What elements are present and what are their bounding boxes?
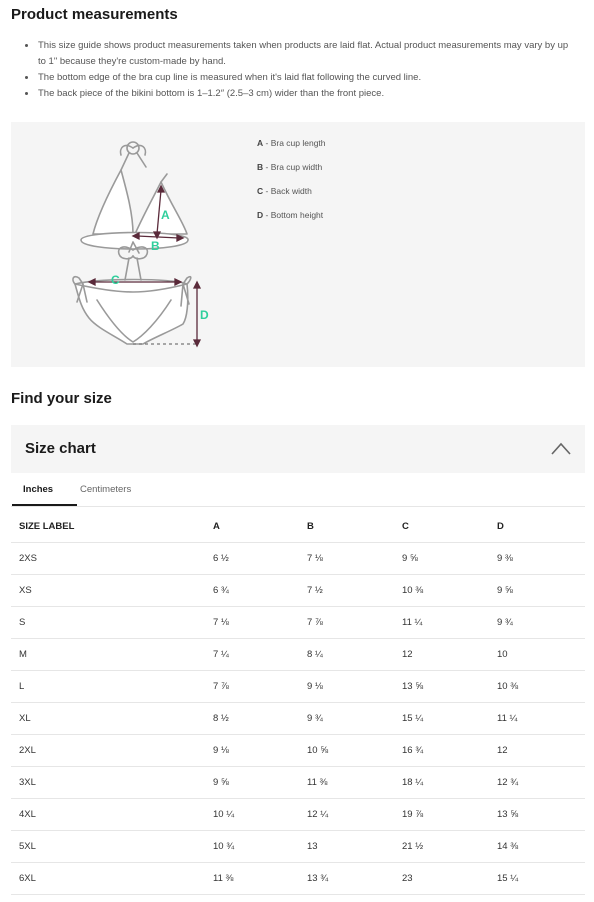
column-header: D <box>489 510 585 543</box>
measurement-cell: 14 ⅜ <box>489 831 585 863</box>
table-row <box>11 799 585 831</box>
measurement-legend <box>257 138 326 234</box>
measurement-cell: 9 ⅝ <box>205 767 299 799</box>
label-c: C <box>111 273 120 287</box>
column-header: A <box>205 510 299 543</box>
measurement-cell: 10 ¼ <box>205 799 299 831</box>
size-label-cell: L <box>11 671 205 703</box>
active-tab-indicator <box>12 504 77 506</box>
measurement-cell: 15 ¼ <box>394 703 489 735</box>
table-row <box>11 575 585 607</box>
size-label-cell: 6XL <box>11 863 205 895</box>
product-measurements-title: Product measurements <box>11 6 178 23</box>
measurement-cell: 10 ⅝ <box>299 735 394 767</box>
measurement-cell: 19 ⅞ <box>394 799 489 831</box>
measurement-cell: 13 ⅝ <box>394 671 489 703</box>
table-row <box>11 639 585 671</box>
measurement-cell: 9 ⅜ <box>489 543 585 575</box>
table-row <box>11 703 585 735</box>
legend-item: C - Back width <box>257 186 312 196</box>
measurement-cell: 8 ½ <box>205 703 299 735</box>
size-label-cell: S <box>11 607 205 639</box>
measurement-cell: 11 ⅜ <box>299 767 394 799</box>
measurement-cell: 10 ⅜ <box>489 671 585 703</box>
measurement-cell: 13 <box>299 831 394 863</box>
measurement-cell: 13 ⅝ <box>489 799 585 831</box>
unit-tabs <box>11 478 585 507</box>
table-row <box>11 863 585 895</box>
tab-centimeters[interactable]: Centimeters <box>80 484 132 495</box>
size-label-cell: XS <box>11 575 205 607</box>
measurement-cell: 13 ¾ <box>299 863 394 895</box>
table-row <box>11 543 585 575</box>
measurement-cell: 9 ⅛ <box>299 671 394 703</box>
find-your-size-title: Find your size <box>11 390 112 407</box>
column-header: B <box>299 510 394 543</box>
measurement-cell: 7 ½ <box>299 575 394 607</box>
legend-item: B - Bra cup width <box>257 162 323 172</box>
tab-inches[interactable]: Inches <box>23 484 54 495</box>
size-chart-title: Size chart <box>25 440 96 457</box>
measurement-cell: 9 ¾ <box>489 607 585 639</box>
note-item: This size guide shows product measurements taken when products are laid flat. Actual product measurements may vary by up to 1" because they're custom-made by hand. <box>38 38 578 70</box>
column-header: SIZE LABEL <box>11 510 205 543</box>
measurement-cell: 23 <box>394 863 489 895</box>
measurement-cell: 6 ½ <box>205 543 299 575</box>
measurement-cell: 12 <box>394 639 489 671</box>
table-row <box>11 767 585 799</box>
measurement-cell: 11 ⅜ <box>205 863 299 895</box>
measurement-cell: 18 ¼ <box>394 767 489 799</box>
column-header: C <box>394 510 489 543</box>
size-label-cell: XL <box>11 703 205 735</box>
measurement-cell: 11 ¼ <box>394 607 489 639</box>
legend-item: A - Bra cup length <box>257 138 326 148</box>
size-label-cell: 2XS <box>11 543 205 575</box>
table-header-row <box>11 510 585 543</box>
measurement-cell: 11 ¼ <box>489 703 585 735</box>
measurement-cell: 10 <box>489 639 585 671</box>
measurement-cell: 12 ¾ <box>489 767 585 799</box>
measurement-cell: 9 ⅝ <box>394 543 489 575</box>
measurement-cell: 12 ¼ <box>299 799 394 831</box>
note-item: The bottom edge of the bra cup line is measured when it's laid flat following the curved line. <box>38 70 578 86</box>
measurement-cell: 9 ¾ <box>299 703 394 735</box>
measurement-cell: 9 ⅝ <box>489 575 585 607</box>
label-a: A <box>161 208 170 222</box>
measurement-cell: 7 ¼ <box>205 639 299 671</box>
measurement-cell: 9 ⅛ <box>205 735 299 767</box>
size-label-cell: 4XL <box>11 799 205 831</box>
measurement-cell: 7 ⅞ <box>205 671 299 703</box>
label-b: B <box>151 239 160 253</box>
size-label-cell: M <box>11 639 205 671</box>
measurement-cell: 6 ¾ <box>205 575 299 607</box>
size-label-cell: 5XL <box>11 831 205 863</box>
measurement-cell: 7 ⅞ <box>299 607 394 639</box>
measurement-cell: 7 ⅛ <box>205 607 299 639</box>
table-row <box>11 831 585 863</box>
measurement-cell: 15 ¼ <box>489 863 585 895</box>
note-item: The back piece of the bikini bottom is 1–1.2″ (2.5–3 cm) wider than the front piece. <box>38 86 578 102</box>
size-label-cell: 3XL <box>11 767 205 799</box>
label-d: D <box>200 308 209 322</box>
size-chart-table <box>11 510 585 895</box>
measurement-cell: 8 ¼ <box>299 639 394 671</box>
legend-item: D - Bottom height <box>257 210 324 220</box>
measurement-cell: 7 ⅛ <box>299 543 394 575</box>
measurement-cell: 16 ¾ <box>394 735 489 767</box>
table-row <box>11 671 585 703</box>
size-chart-accordion-header[interactable] <box>11 425 585 473</box>
measurement-cell: 10 ⅜ <box>394 575 489 607</box>
measurement-cell: 21 ½ <box>394 831 489 863</box>
measurement-cell: 12 <box>489 735 585 767</box>
table-row <box>11 607 585 639</box>
measurement-cell: 10 ¾ <box>205 831 299 863</box>
size-label-cell: 2XL <box>11 735 205 767</box>
measurement-notes <box>38 38 578 102</box>
chevron-up-icon[interactable] <box>551 442 571 456</box>
table-row <box>11 735 585 767</box>
